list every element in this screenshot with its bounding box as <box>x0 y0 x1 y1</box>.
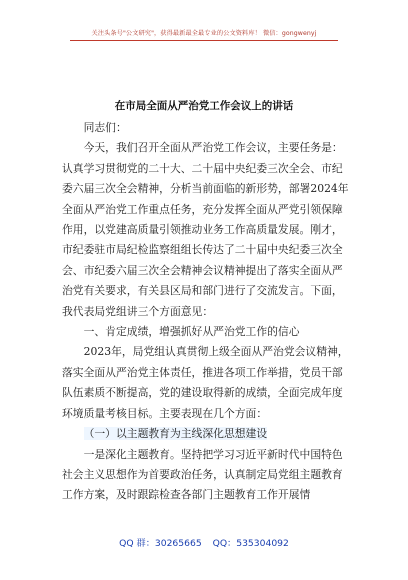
footer-qq: QQ：535304092 <box>212 538 289 549</box>
top-banner: 关注头条号"公文研究"，获得最新最全最专业的公文资料库！ 微信：gongwenyj <box>91 30 317 37</box>
footer <box>0 535 408 549</box>
salutation: 同志们： <box>83 121 127 134</box>
section-heading: 一、肯定成绩，增强抓好从严治党工作的信心 <box>83 325 300 339</box>
banner-divider <box>70 40 338 41</box>
paragraph-2023: 2023年，局党组认真贯彻上级全面从严治党会议精神，落实全面从严治党主体责任，推进各项工作举措，党员干部队伍素质不断提高，党的建设取得新的成绩，全面完成年度环境质量考核目标。主要表现在几个方面： <box>62 345 349 420</box>
footer-qq-group: QQ 群：30265665 <box>119 538 202 549</box>
document-body <box>62 118 352 506</box>
paragraph-theme-education: 一是深化主题教育。坚持把学习习近平新时代中国特色社会主义思想作为首要政治任务，认真制定局党组主题教育工作方案，及时跟踪检查各部门主题教育工作开展情 <box>62 447 343 502</box>
paragraph-intro: 今天，我们召开全面从严治党工作会议，主要任务是：认真学习贯彻党的二十大、二十届中央纪委三次全会、市纪委六届三次全会精神，分析当前面临的新形势，部署2024年全面从严治党工作重点任务，充分发挥全面从严党引领保障作用，以党建高质量引领推动业务工作高质量发展。刚才，市纪委驻市局纪检监察组组长传达了二十届中央纪委三次全会、市纪委六届三次全会精神会议精神提出了落实全面从严治党有关要求，有关县区局和部门进行了交流发言。下面，我代表局党组讲三个方面意见： <box>62 141 349 318</box>
subheading <box>62 424 352 444</box>
subheading-text: （一）以主题教育为主线深化思想建设 <box>83 427 268 441</box>
document-title: 在市局全面从严治党工作会议上的讲话 <box>114 100 294 112</box>
